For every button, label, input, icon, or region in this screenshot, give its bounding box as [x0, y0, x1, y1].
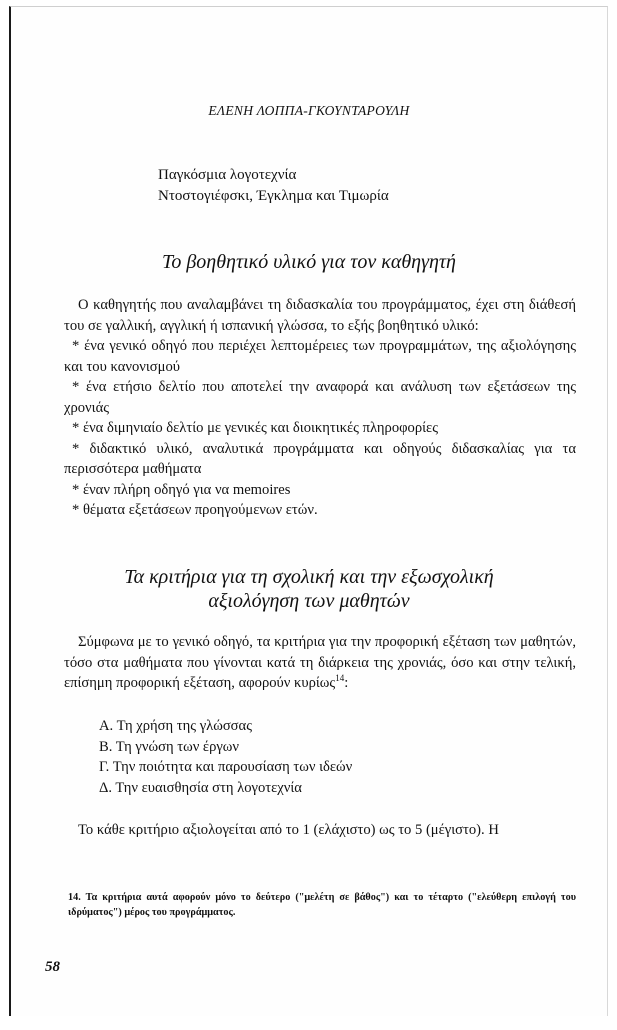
heading-line: Τα κριτήρια για τη σχολική και την εξωσχολική — [124, 566, 494, 588]
closing-paragraph: Το κάθε κριτήριο αξιολογείται από το 1 (ελάχιστο) ως το 5 (μέγιστο). Η — [78, 822, 499, 838]
book-page — [9, 6, 608, 1016]
paragraph-text: Σύμφωνα με το γενικό οδηγό, τα κριτήρια για την προφορική εξέταση των μαθητών, τόσο στα μαθήματα που γίνονται κατά τη διάρκεια της χρονιάς, όσο και στην τελική, επίσημη προφορική εξέταση, αφορούν κυρίως — [64, 634, 576, 691]
list-item: * ένα διμηνιαίο δελτίο με γενικές και διοικητικές πληροφορίες — [72, 420, 438, 436]
heading-line: αξιολόγηση των μαθητών — [208, 590, 410, 612]
list-item: Δ. Την ευαισθησία στη λογοτεχνία — [99, 779, 302, 796]
criteria-paragraph — [64, 632, 576, 694]
section-heading-materials: Το βοηθητικό υλικό για τον καθηγητή — [162, 251, 456, 273]
page-number: 58 — [45, 959, 60, 975]
list-item: * διδακτικό υλικό, αναλυτικά προγράμματα και οδηγούς διδασκαλίας για τα περισσότερα μαθήματα — [64, 440, 576, 477]
course-info — [158, 165, 389, 207]
paragraph-end: : — [344, 675, 349, 691]
materials-intro: Ο καθηγητής που αναλαμβάνει τη διδασκαλία του προγράμματος, έχει στη διάθεσή του σε γαλλική, αγγλική ή ισπανική γλώσσα, το εξής βοηθητικό υλικό: — [64, 297, 576, 334]
course-work: Ντοστογιέφσκι, Έγκλημα και Τιμωρία — [158, 188, 389, 204]
list-item: * έναν πλήρη οδηγό για να memoires — [72, 481, 291, 498]
running-head: ΕΛΕΝΗ ΛΟΠΠΑ-ΓΚΟΥΝΤΑΡΟΥΛΗ — [208, 103, 410, 118]
list-item: Γ. Την ποιότητα και παρουσίαση των ιδεών — [99, 759, 353, 775]
footnote: 14. Τα κριτήρια αυτά αφορούν μόνο το δεύτερο ("μελέτη σε βάθος") και το τέταρτο ("ελεύθερη επιλογή του ιδρύματος") μέρος του προγράμματος. — [68, 892, 576, 918]
footnote-reference: 14 — [335, 673, 345, 684]
materials-section — [64, 295, 576, 521]
list-item: * ένα γενικό οδηγό που περιέχει λεπτομέρειες των προγραμμάτων, της αξιολόγησης και του κανονισμού — [64, 338, 576, 375]
course-subject: Παγκόσμια λογοτεχνία — [158, 167, 297, 183]
list-item: * ένα ετήσιο δελτίο που αποτελεί την αναφορά και ανάλυση των εξετάσεων της χρονιάς — [64, 379, 576, 416]
list-item: * θέματα εξετάσεων προηγούμενων ετών. — [72, 502, 318, 518]
section-heading-criteria — [11, 565, 607, 613]
list-item: Β. Τη γνώση των έργων — [99, 738, 240, 755]
list-item: Α. Τη χρήση της γλώσσας — [99, 718, 252, 734]
criteria-list — [99, 716, 352, 798]
